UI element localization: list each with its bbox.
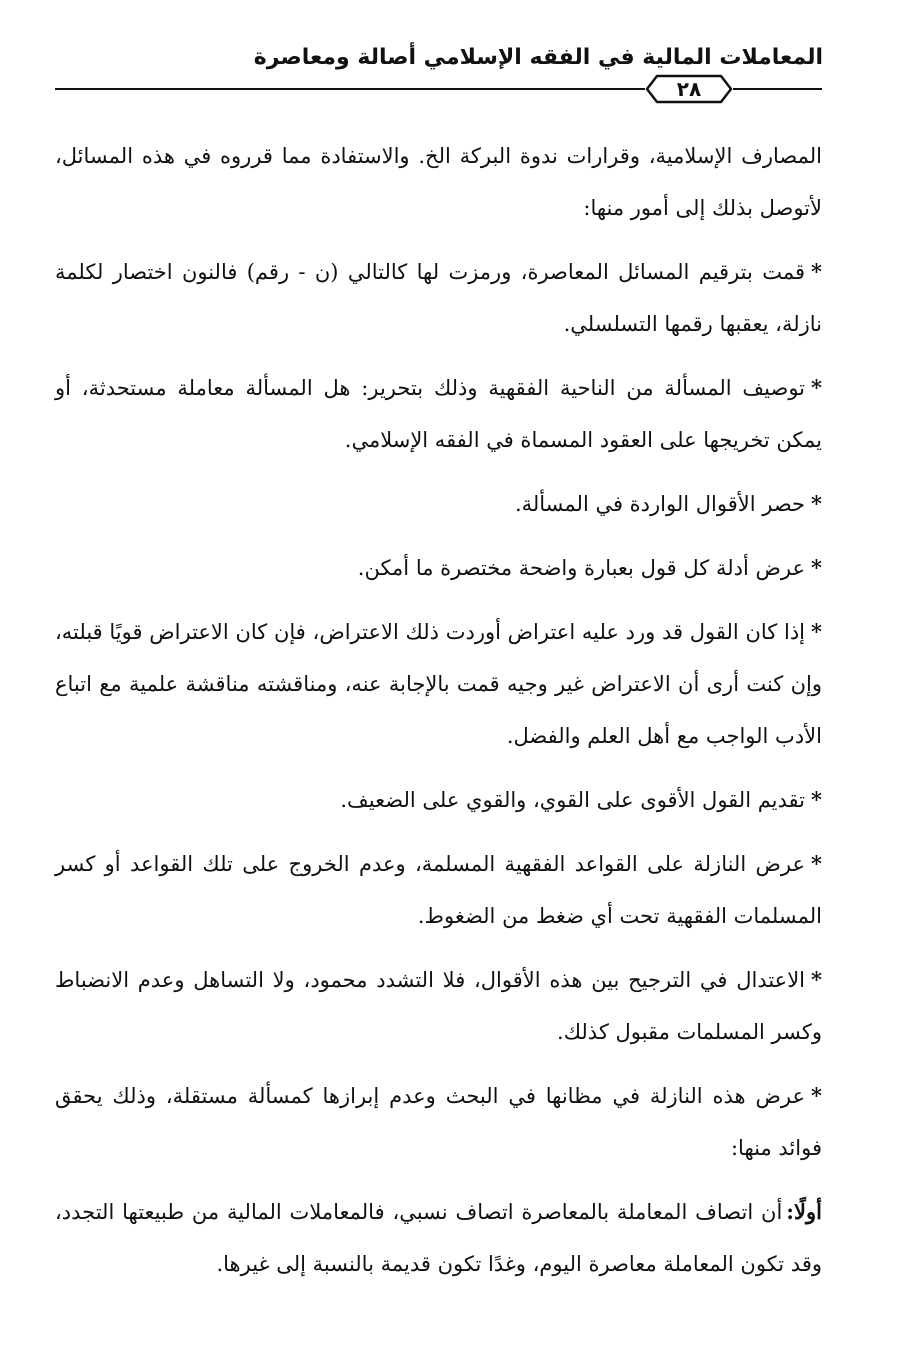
paragraph-text: عرض أدلة كل قول بعبارة واضحة مختصرة ما أمكن. (357, 556, 806, 580)
bullet-paragraph (55, 774, 822, 826)
bullet-marker: * (811, 619, 822, 644)
paragraph-lead: أولًا: (786, 1199, 822, 1224)
bullet-marker: * (811, 851, 822, 876)
bullet-marker: * (811, 491, 822, 516)
page-number-badge (645, 74, 733, 104)
bullet-marker: * (811, 259, 822, 284)
body-text (55, 130, 822, 1290)
page-number: ٢٨ (676, 77, 702, 101)
paragraph-text: تقديم القول الأقوى على القوي، والقوي على الضعيف. (340, 788, 806, 812)
paragraph-text: عرض النازلة على القواعد الفقهية المسلمة، وعدم الخروج على تلك القواعد أو كسر المسلمات الفقهية تحت أي ضغط من الضغوط. (55, 852, 822, 928)
paragraph-text: إذا كان القول قد ورد عليه اعتراض أوردت ذلك الاعتراض، فإن كان الاعتراض قويًا قبلته، وإن كنت أرى أن الاعتراض غير وجيه قمت بالإجابة عنه، ومناقشته مناقشة علمية مع اتباع الأدب الواجب مع أهل العلم والفضل. (55, 620, 822, 748)
bullet-paragraph (55, 1070, 822, 1174)
paragraph-text: توصيف المسألة من الناحية الفقهية وذلك بتحرير: هل المسألة معاملة مستحدثة، أو يمكن تخريجها على العقود المسماة في الفقه الإسلامي. (55, 376, 822, 452)
paragraph-text: أن اتصاف المعاملة بالمعاصرة اتصاف نسبي، فالمعاملات المالية من طبيعتها التجدد، وقد تكون المعاملة معاصرة اليوم، وغدًا تكون قديمة بالنسبة إلى غيرها. (55, 1200, 822, 1276)
bullet-paragraph (55, 478, 822, 530)
bullet-paragraph (55, 542, 822, 594)
bullet-marker: * (811, 375, 822, 400)
bullet-marker: * (811, 1083, 822, 1108)
paragraph-text: المصارف الإسلامية، وقرارات ندوة البركة الخ. والاستفادة مما قرروه في هذه المسائل، لأتوصل بذلك إلى أمور منها: (55, 144, 822, 220)
running-header-title: المعاملات المالية في الفقه الإسلامي أصالة ومعاصرة (253, 45, 823, 70)
paragraph-first-point (55, 1186, 822, 1290)
bullet-paragraph (55, 362, 822, 466)
bullet-paragraph (55, 838, 822, 942)
paragraph-text: حصر الأقوال الواردة في المسألة. (514, 492, 806, 516)
bullet-marker: * (811, 787, 822, 812)
bullet-paragraph (55, 606, 822, 762)
paragraph-intro (55, 130, 822, 234)
paragraph-text: الاعتدال في الترجيح بين هذه الأقوال، فلا التشدد محمود، ولا التساهل وعدم الانضباط وكسر المسلمات مقبول كذلك. (55, 968, 822, 1044)
bullet-paragraph (55, 954, 822, 1058)
bullet-marker: * (811, 555, 822, 580)
bullet-marker: * (811, 967, 822, 992)
paragraph-text: عرض هذه النازلة في مظانها في البحث وعدم إبرازها كمسألة مستقلة، وذلك يحقق فوائد منها: (55, 1084, 822, 1160)
bullet-paragraph (55, 246, 822, 350)
paragraph-text: قمت بترقيم المسائل المعاصرة، ورمزت لها كالتالي (ن - رقم) فالنون اختصار لكلمة نازلة، يعقبها رقمها التسلسلي. (55, 260, 822, 336)
